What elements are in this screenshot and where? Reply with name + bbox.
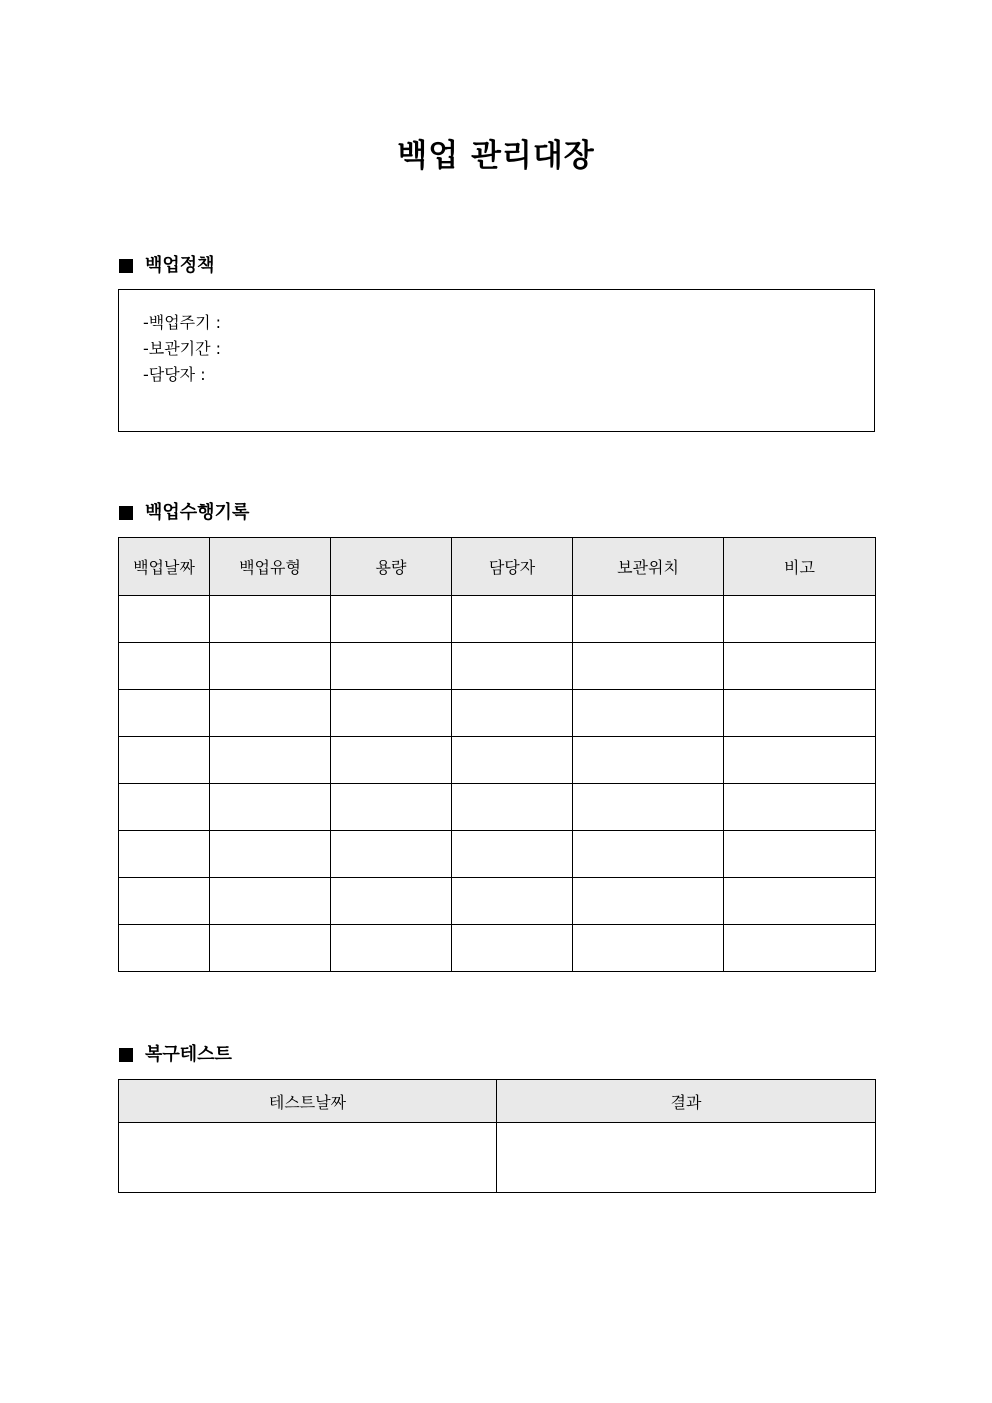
table-cell[interactable] — [119, 784, 210, 831]
column-header-size: 용량 — [331, 538, 452, 596]
table-row — [119, 643, 876, 690]
backup-records-table — [118, 537, 876, 972]
column-header-date: 백업날짜 — [119, 538, 210, 596]
table-cell[interactable] — [573, 596, 724, 643]
table-cell[interactable] — [724, 643, 876, 690]
table-cell[interactable] — [724, 878, 876, 925]
table-cell[interactable] — [119, 643, 210, 690]
section-heading-label: 백업수행기록 — [145, 502, 250, 523]
table-cell[interactable] — [724, 596, 876, 643]
table-cell[interactable] — [724, 925, 876, 972]
table-cell[interactable] — [119, 831, 210, 878]
table-cell[interactable] — [573, 878, 724, 925]
table-cell[interactable] — [119, 1123, 497, 1193]
table-row — [119, 690, 876, 737]
table-row — [119, 1123, 876, 1193]
section-heading-recovery — [119, 1043, 232, 1067]
section-heading-label: 복구테스트 — [145, 1044, 232, 1065]
table-cell[interactable] — [331, 878, 452, 925]
table-cell[interactable] — [724, 831, 876, 878]
table-cell[interactable] — [210, 925, 331, 972]
square-bullet-icon — [119, 1048, 133, 1062]
table-cell[interactable] — [331, 925, 452, 972]
column-header-type: 백업유형 — [210, 538, 331, 596]
table-cell[interactable] — [119, 878, 210, 925]
table-row — [119, 925, 876, 972]
table-cell[interactable] — [724, 690, 876, 737]
table-cell[interactable] — [724, 737, 876, 784]
table-row — [119, 596, 876, 643]
table-cell[interactable] — [119, 596, 210, 643]
page-title: 백업 관리대장 — [397, 138, 595, 174]
table-cell[interactable] — [497, 1123, 876, 1193]
table-row — [119, 878, 876, 925]
column-header-note: 비고 — [724, 538, 876, 596]
table-cell[interactable] — [210, 831, 331, 878]
table-cell[interactable] — [331, 690, 452, 737]
table-cell[interactable] — [573, 831, 724, 878]
table-cell[interactable] — [573, 690, 724, 737]
table-cell[interactable] — [210, 784, 331, 831]
table-cell[interactable] — [452, 831, 573, 878]
table-cell[interactable] — [452, 690, 573, 737]
policy-line-retention: -보관기간 : — [143, 339, 222, 358]
square-bullet-icon — [119, 506, 133, 520]
table-cell[interactable] — [119, 925, 210, 972]
table-cell[interactable] — [331, 596, 452, 643]
table-header-row — [119, 1080, 876, 1123]
section-heading-records — [119, 501, 249, 525]
table-cell[interactable] — [210, 596, 331, 643]
table-cell[interactable] — [119, 690, 210, 737]
column-header-location: 보관위치 — [573, 538, 724, 596]
table-row — [119, 784, 876, 831]
table-header-row — [119, 538, 876, 596]
table-row — [119, 737, 876, 784]
table-cell[interactable] — [724, 784, 876, 831]
table-cell[interactable] — [573, 737, 724, 784]
table-cell[interactable] — [210, 878, 331, 925]
table-cell[interactable] — [210, 690, 331, 737]
policy-line-owner: -담당자 : — [143, 365, 206, 384]
table-cell[interactable] — [573, 784, 724, 831]
table-cell[interactable] — [573, 925, 724, 972]
column-header-owner: 담당자 — [452, 538, 573, 596]
section-heading-label: 백업정책 — [145, 255, 215, 276]
table-cell[interactable] — [331, 831, 452, 878]
table-cell[interactable] — [210, 643, 331, 690]
table-row — [119, 831, 876, 878]
table-cell[interactable] — [452, 925, 573, 972]
table-cell[interactable] — [573, 643, 724, 690]
table-cell[interactable] — [331, 643, 452, 690]
policy-line-cycle: -백업주기 : — [143, 313, 222, 332]
column-header-result: 결과 — [497, 1080, 876, 1123]
table-cell[interactable] — [119, 737, 210, 784]
policy-lines — [143, 310, 221, 388]
table-cell[interactable] — [210, 737, 331, 784]
table-cell[interactable] — [331, 737, 452, 784]
table-cell[interactable] — [331, 784, 452, 831]
table-cell[interactable] — [452, 596, 573, 643]
column-header-test-date: 테스트날짜 — [119, 1080, 497, 1123]
table-cell[interactable] — [452, 737, 573, 784]
table-cell[interactable] — [452, 784, 573, 831]
table-cell[interactable] — [452, 643, 573, 690]
section-heading-policy — [119, 254, 215, 278]
recovery-test-table — [118, 1079, 876, 1193]
table-cell[interactable] — [452, 878, 573, 925]
policy-box — [118, 289, 875, 432]
square-bullet-icon — [119, 259, 133, 273]
